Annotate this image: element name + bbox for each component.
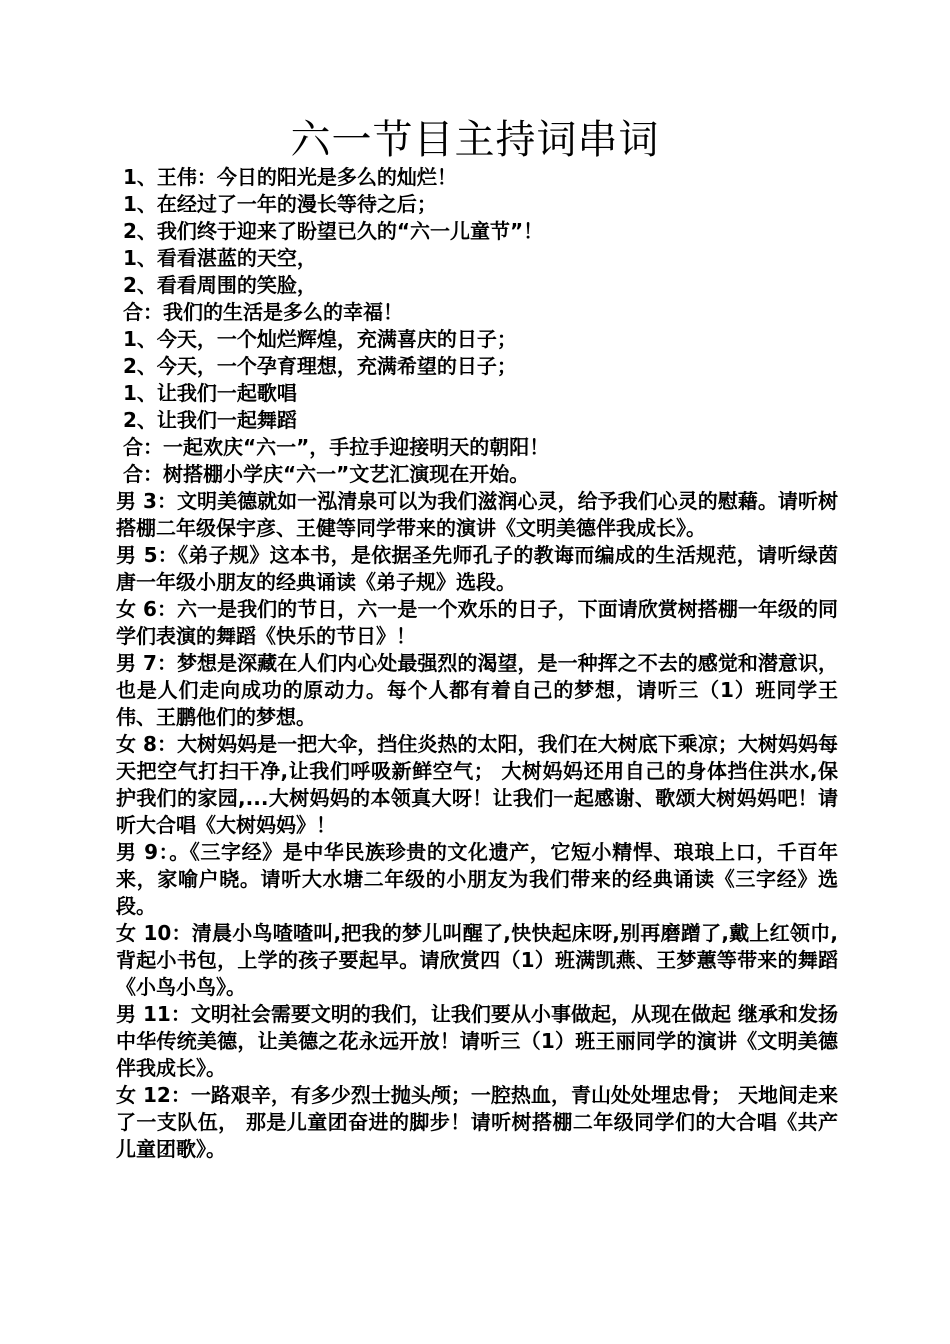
script-line: 1、在经过了一年的漫长等待之后；: [116, 192, 437, 216]
program-paragraph: 女 8：大树妈妈是一把大伞，挡住炎热的太阳，我们在大树底下乘凉；大树妈妈每天把空气打扫干净,让我们呼吸新鲜空气； 大树妈妈还用自己的身体挡住洪水,保护我们的家园,...大树妈妈的本领真大呀！让我们一起感谢、歌颂大树妈妈吧！请听大合唱《大树妈妈》！: [116, 732, 838, 837]
program-paragraph: 男 9：。《三字经》是中华民族珍贵的文化遗产，它短小精悍、琅琅上口，千百年来，家喻户晓。请听大水塘二年级的小朋友为我们带来的经典诵读《三字经》选段。: [116, 840, 838, 918]
program-paragraph: 女 12：一路艰辛，有多少烈士抛头颅；一腔热血，青山处处埋忠骨； 天地间走来了一支队伍， 那是儿童团奋进的脚步！请听树搭棚二年级同学们的大合唱《共产儿童团歌》。: [116, 1083, 838, 1161]
program-paragraph: 男 3：文明美德就如一泓清泉可以为我们滋润心灵，给予我们心灵的慰藉。请听树搭棚二年级保宇彦、王健等同学带来的演讲《文明美德伴我成长》。: [116, 489, 838, 540]
script-line: 2、我们终于迎来了盼望已久的“六一儿童节”！: [116, 219, 544, 243]
program-paragraph: 女 6：六一是我们的节日，六一是一个欢乐的日子，下面请欣赏树搭棚一年级的同学们表演的舞蹈《快乐的节日》！: [116, 597, 838, 648]
document-body: [116, 164, 838, 1163]
script-line: 2、让我们一起舞蹈: [116, 408, 297, 432]
script-line: 1、看看湛蓝的天空，: [116, 246, 317, 270]
script-line: 合：一起欢庆“六一”，手拉手迎接明天的朝阳！: [116, 435, 550, 459]
page-title: 六一节目主持词串词: [290, 117, 660, 163]
program-paragraph: 男 11：文明社会需要文明的我们，让我们要从小事做起，从现在做起 继承和发扬中华传统美德，让美德之花永远开放！请听三（1）班王丽同学的演讲《文明美德伴我成长》。: [116, 1002, 838, 1080]
script-line: 1、让我们一起歌唱: [116, 381, 297, 405]
script-line: 合：树搭棚小学庆“六一”文艺汇演现在开始。: [116, 462, 530, 486]
script-line: 1、王伟：今日的阳光是多么的灿烂！: [116, 165, 457, 189]
script-line: 1、今天，一个灿烂辉煌，充满喜庆的日子；: [116, 327, 517, 351]
program-paragraph: 男 7：梦想是深藏在人们内心处最强烈的渴望，是一种挥之不去的感觉和潜意识，也是人们走向成功的原动力。每个人都有着自己的梦想，请听三（1）班同学王伟、王鹏他们的梦想。: [116, 651, 838, 729]
script-line: 2、看看周围的笑脸，: [116, 273, 317, 297]
script-line: 合：我们的生活是多么的幸福！: [116, 300, 403, 324]
program-paragraph: 女 10：清晨小鸟喳喳叫,把我的梦儿叫醒了,快快起床呀,别再磨蹭了,戴上红领巾,背起小书包，上学的孩子要起早。请欣赏四（1）班满凯燕、王梦蕙等带来的舞蹈《小鸟小鸟》。: [116, 921, 838, 999]
program-paragraph: 男 5：《弟子规》这本书，是依据圣先师孔子的教诲而编成的生活规范，请听绿茵唐一年级小朋友的经典诵读《弟子规》选段。: [116, 543, 838, 594]
script-line: 2、今天，一个孕育理想，充满希望的日子；: [116, 354, 517, 378]
